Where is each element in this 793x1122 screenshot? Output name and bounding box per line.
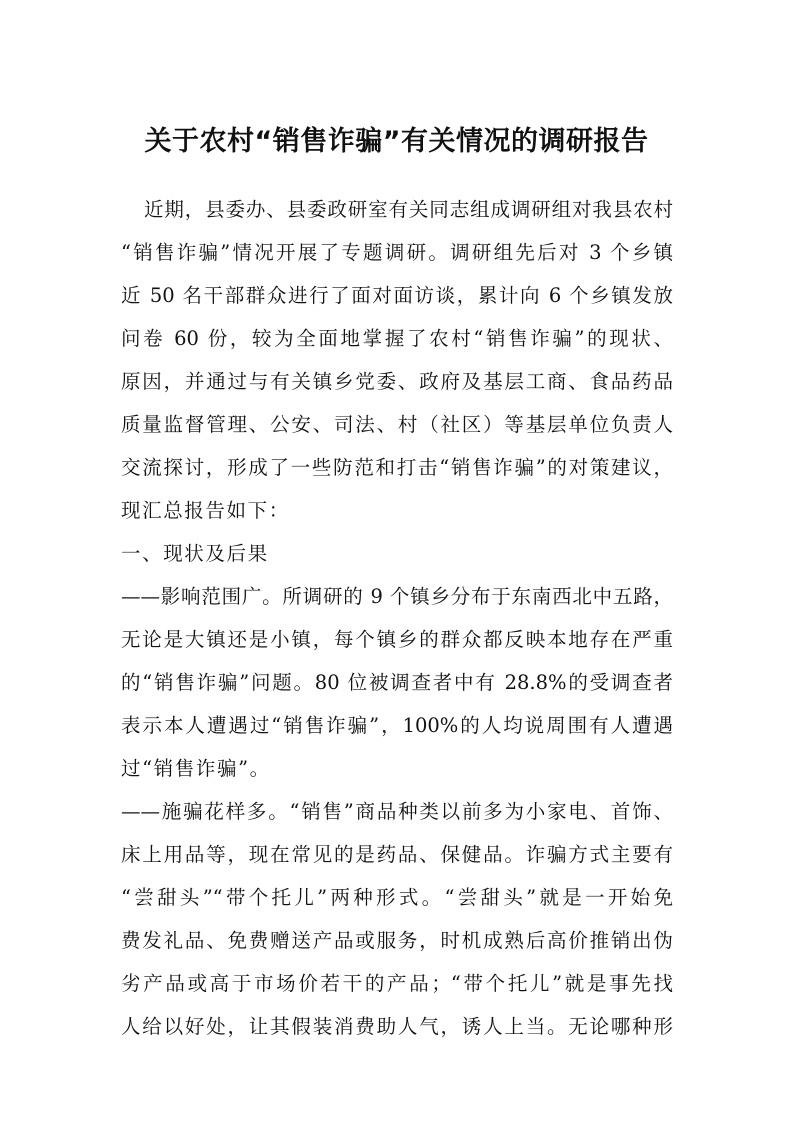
- paragraph-line: 费发礼品、免费赠送产品或服务，时机成熟后高价推销出伪: [121, 929, 673, 952]
- paragraph-line: 的“销售诈骗”问题。80 位被调查者中有 28.8%的受调查者: [121, 671, 673, 694]
- paragraph-line: ——施骗花样多。“销售”商品种类以前多为小家电、首饰、: [121, 800, 673, 823]
- paragraph-line: 原因，并通过与有关镇乡党委、政府及基层工商、食品药品: [121, 370, 673, 393]
- paragraph-line: 现汇总报告如下：: [121, 499, 290, 522]
- paragraph-line: 表示本人遭遇过“销售诈骗”，100%的人均说周围有人遭遇: [121, 714, 673, 737]
- document-title: 关于农村“销售诈骗”有关情况的调研报告: [144, 126, 649, 157]
- paragraph-line: 质量监督管理、公安、司法、村（社区）等基层单位负责人: [121, 413, 673, 436]
- paragraph-line: “销售诈骗”情况开展了专题调研。调研组先后对 3 个乡镇: [121, 241, 673, 264]
- paragraph-line: 过“销售诈骗”。: [121, 757, 271, 780]
- paragraph-line: 人给以好处，让其假装消费助人气，诱人上当。无论哪种形: [121, 1015, 673, 1038]
- paragraph-line: 交流探讨，形成了一些防范和打击“销售诈骗”的对策建议，: [121, 456, 673, 479]
- section-heading: 一、现状及后果: [121, 542, 269, 565]
- paragraph-line: 近期，县委办、县委政研室有关同志组成调研组对我县农村: [144, 198, 673, 221]
- paragraph-line: 近 50 名干部群众进行了面对面访谈，累计向 6 个乡镇发放: [121, 284, 673, 307]
- paragraph-line: 床上用品等，现在常见的是药品、保健品。诈骗方式主要有: [121, 843, 673, 866]
- paragraph-line: 问卷 60 份，较为全面地掌握了农村“销售诈骗”的现状、: [121, 327, 673, 350]
- paragraph-line: 劣产品或高于市场价若干的产品；“带个托儿”就是事先找: [121, 972, 673, 995]
- paragraph-line: ——影响范围广。所调研的 9 个镇乡分布于东南西北中五路，: [121, 585, 673, 608]
- paragraph-line: 无论是大镇还是小镇，每个镇乡的群众都反映本地存在严重: [121, 628, 673, 651]
- paragraph-line: “尝甜头”“带个托儿”两种形式。“尝甜头”就是一开始免: [121, 886, 673, 909]
